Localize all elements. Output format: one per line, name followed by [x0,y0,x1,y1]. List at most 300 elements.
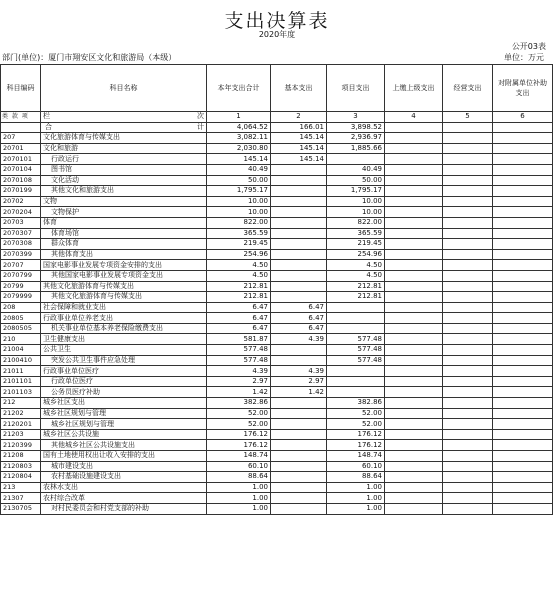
row-total: 4.39 [207,366,271,377]
col-number-6: 6 [493,112,553,123]
row-project: 212.81 [327,292,385,303]
row-biz [443,154,493,165]
row-name: 行政事业单位养老支出 [41,313,207,324]
row-sub [493,472,553,483]
row-sub [493,175,553,186]
row-remit [385,408,443,419]
table-row [1,164,553,175]
row-project: 254.96 [327,249,385,260]
row-remit [385,154,443,165]
row-name: 群众体育 [41,239,207,250]
row-remit [385,270,443,281]
col-header-sub: 对附属单位补助支出 [493,65,553,112]
row-code: 2070308 [1,239,41,250]
row-biz [443,175,493,186]
row-remit [385,440,443,451]
col-number-3: 3 [327,112,385,123]
row-biz [443,164,493,175]
col-header-total: 本年支出合计 [207,65,271,112]
row-sub [493,133,553,144]
row-name: 其他国家电影事业发展专项资金支出 [41,270,207,281]
row-basic [271,260,327,271]
row-project: 382.86 [327,398,385,409]
row-project: 1,795.17 [327,186,385,197]
col-number-5: 5 [443,112,493,123]
row-biz [443,482,493,493]
row-biz [443,196,493,207]
table-row [1,503,553,514]
row-remit [385,503,443,514]
row-biz [443,461,493,472]
row-total: 2.97 [207,376,271,387]
table-row [1,376,553,387]
row-biz [443,270,493,281]
table-row [1,217,553,228]
row-project [327,323,385,334]
row-biz [443,408,493,419]
row-remit [385,451,443,462]
row-code: 207 [1,133,41,144]
row-sub [493,345,553,356]
row-code: 2080505 [1,323,41,334]
row-basic [271,451,327,462]
row-remit [385,228,443,239]
row-remit [385,482,443,493]
row-sub [493,451,553,462]
row-name: 其他文化和旅游支出 [41,186,207,197]
table-row [1,472,553,483]
row-biz [443,239,493,250]
row-remit [385,143,443,154]
row-code: 2079999 [1,292,41,303]
row-name: 体育场馆 [41,228,207,239]
row-sub [493,387,553,398]
row-name: 城乡社区公共设施 [41,429,207,440]
row-total: 88.64 [207,472,271,483]
row-sub [493,302,553,313]
row-biz [443,472,493,483]
table-row [1,323,553,334]
table-row [1,175,553,186]
table-row [1,419,553,430]
row-basic [271,270,327,281]
row-sub [493,186,553,197]
row-sub [493,493,553,504]
row-biz [443,260,493,271]
grand-total-row [1,122,553,133]
row-total: 4.50 [207,260,271,271]
row-code: 21208 [1,451,41,462]
row-total: 1.00 [207,482,271,493]
ci-label: 次 [197,112,204,121]
row-name: 文化旅游体育与传媒支出 [41,133,207,144]
row-code: 2070307 [1,228,41,239]
row-biz [443,366,493,377]
col-number-1: 1 [207,112,271,123]
row-code: 2120803 [1,461,41,472]
row-remit [385,302,443,313]
form-code: 公开03表 [511,42,546,51]
row-code: 21004 [1,345,41,356]
row-basic: 1.42 [271,387,327,398]
row-basic [271,196,327,207]
row-biz [443,313,493,324]
row-name: 其他文化旅游体育与传媒支出 [41,292,207,303]
row-code: 2070104 [1,164,41,175]
row-basic: 2.97 [271,376,327,387]
row-basic: 4.39 [271,334,327,345]
row-biz [443,143,493,154]
table-row [1,186,553,197]
row-total: 4.50 [207,270,271,281]
row-code: 2070199 [1,186,41,197]
row-remit [385,398,443,409]
table-row [1,270,553,281]
kuan-label: 款 [11,113,18,121]
report-title: 支出决算表 [224,10,330,32]
row-total: 577.48 [207,345,271,356]
row-project [327,366,385,377]
grand-total-basic: 166.01 [271,122,327,133]
row-code: 2101103 [1,387,41,398]
row-total: 219.45 [207,239,271,250]
row-project [327,154,385,165]
row-code: 20799 [1,281,41,292]
total-label-right: 计 [197,122,204,131]
row-remit [385,133,443,144]
row-remit [385,196,443,207]
row-code: 21307 [1,493,41,504]
row-remit [385,376,443,387]
row-name: 行政运行 [41,154,207,165]
row-project: 1,885.66 [327,143,385,154]
row-name: 文物保护 [41,207,207,218]
col-header-name: 科目名称 [41,65,207,112]
row-sub [493,154,553,165]
row-code: 208 [1,302,41,313]
lan-label: 栏 [43,112,50,121]
row-total: 1,795.17 [207,186,271,197]
row-remit [385,292,443,303]
row-code: 2130705 [1,503,41,514]
row-biz [443,419,493,430]
col-header-code: 科目编码 [1,65,41,112]
row-name: 其他城乡社区公共设施支出 [41,440,207,451]
table-row [1,345,553,356]
row-basic [271,408,327,419]
table-row [1,228,553,239]
row-total: 60.10 [207,461,271,472]
row-sub [493,482,553,493]
sub-header-row [1,112,553,123]
row-code: 20707 [1,260,41,271]
row-basic [271,292,327,303]
row-sub [493,249,553,260]
row-name: 行政事业单位医疗 [41,366,207,377]
row-sub [493,398,553,409]
row-name: 体育 [41,217,207,228]
row-total: 145.14 [207,154,271,165]
row-remit [385,355,443,366]
row-basic [271,164,327,175]
row-total: 212.81 [207,292,271,303]
row-code: 2070204 [1,207,41,218]
table-row [1,493,553,504]
row-code: 2070799 [1,270,41,281]
row-sub [493,281,553,292]
row-total: 148.74 [207,451,271,462]
row-name: 公务员医疗补助 [41,387,207,398]
row-basic: 145.14 [271,154,327,165]
row-biz [443,334,493,345]
column-header-row [1,65,553,112]
row-basic [271,355,327,366]
row-code: 2070108 [1,175,41,186]
row-project: 40.49 [327,164,385,175]
row-sub [493,408,553,419]
table-row [1,196,553,207]
row-basic [271,207,327,218]
row-sub [493,503,553,514]
table-row [1,366,553,377]
row-sub [493,419,553,430]
grand-total-total: 4,064.52 [207,122,271,133]
row-total: 176.12 [207,429,271,440]
lei-label: 类 [2,113,9,121]
row-project: 88.64 [327,472,385,483]
row-sub [493,207,553,218]
row-name: 农村基础设施建设支出 [41,472,207,483]
row-basic [271,239,327,250]
row-biz [443,493,493,504]
row-remit [385,260,443,271]
row-biz [443,345,493,356]
row-sub [493,323,553,334]
row-code: 21202 [1,408,41,419]
row-code: 213 [1,482,41,493]
row-basic [271,398,327,409]
row-code: 2070399 [1,249,41,260]
row-sub [493,228,553,239]
row-project [327,302,385,313]
row-biz [443,440,493,451]
row-project [327,387,385,398]
row-name: 其他体育支出 [41,249,207,260]
row-biz [443,228,493,239]
department-unit-label: 部门(单位)：厦门市翔安区文化和旅游局（本级） [2,53,177,62]
row-basic [271,429,327,440]
table-row [1,334,553,345]
row-basic: 4.39 [271,366,327,377]
row-project: 1.00 [327,493,385,504]
meta-row [2,52,550,62]
row-project: 50.00 [327,175,385,186]
row-remit [385,186,443,197]
row-sub [493,196,553,207]
row-biz [443,323,493,334]
row-basic [271,186,327,197]
row-basic [271,472,327,483]
row-sub [493,217,553,228]
row-basic: 6.47 [271,323,327,334]
table-row [1,207,553,218]
row-project: 148.74 [327,451,385,462]
row-remit [385,493,443,504]
row-total: 577.48 [207,355,271,366]
row-name: 文化和旅游 [41,143,207,154]
row-code: 2070101 [1,154,41,165]
row-remit [385,217,443,228]
expenditure-table [0,64,553,515]
row-total: 1.00 [207,503,271,514]
row-project: 577.48 [327,345,385,356]
row-name: 城乡社区规划与管理 [41,408,207,419]
row-basic [271,175,327,186]
row-name: 文化活动 [41,175,207,186]
row-code: 2101101 [1,376,41,387]
row-remit [385,366,443,377]
row-basic: 6.47 [271,302,327,313]
row-total: 1.42 [207,387,271,398]
row-name: 城市建设支出 [41,461,207,472]
report-year: 2020年度 [258,30,296,39]
row-project: 52.00 [327,419,385,430]
row-code: 2120201 [1,419,41,430]
row-name: 突发公共卫生事件应急处理 [41,355,207,366]
row-basic [271,419,327,430]
row-biz [443,376,493,387]
col-header-project: 项目支出 [327,65,385,112]
table-row [1,260,553,271]
row-project: 4.50 [327,260,385,271]
row-code: 2100410 [1,355,41,366]
row-code: 212 [1,398,41,409]
grand-total-label [41,122,207,133]
row-sub [493,461,553,472]
row-code: 2120804 [1,472,41,483]
table-row [1,408,553,419]
row-sub [493,260,553,271]
row-biz [443,249,493,260]
row-name: 农林水支出 [41,482,207,493]
col-header-basic: 基本支出 [271,65,327,112]
row-code: 20703 [1,217,41,228]
row-basic [271,440,327,451]
row-biz [443,292,493,303]
row-remit [385,239,443,250]
row-remit [385,281,443,292]
row-sub [493,239,553,250]
table-row [1,482,553,493]
row-name: 城乡社区支出 [41,398,207,409]
table-row [1,281,553,292]
row-project: 1.00 [327,503,385,514]
table-row [1,461,553,472]
row-project: 577.48 [327,355,385,366]
row-code: 20805 [1,313,41,324]
grand-total-project: 3,898.52 [327,122,385,133]
row-sub [493,366,553,377]
table-row [1,387,553,398]
row-total: 212.81 [207,281,271,292]
row-remit [385,207,443,218]
row-remit [385,323,443,334]
row-basic [271,503,327,514]
row-total: 52.00 [207,419,271,430]
row-name: 文物 [41,196,207,207]
xiang-label: 项 [21,113,28,121]
row-project [327,313,385,324]
row-basic [271,461,327,472]
row-total: 254.96 [207,249,271,260]
row-project: 52.00 [327,408,385,419]
row-total: 10.00 [207,196,271,207]
row-code: 2120399 [1,440,41,451]
row-name: 国家电影事业发展专项资金安排的支出 [41,260,207,271]
row-sub [493,292,553,303]
row-name: 国有土地使用权出让收入安排的支出 [41,451,207,462]
row-name: 农村综合改革 [41,493,207,504]
col-number-2: 2 [271,112,327,123]
row-total: 50.00 [207,175,271,186]
row-name: 社会保障和就业支出 [41,302,207,313]
col-header-remit: 上缴上级支出 [385,65,443,112]
table-row [1,398,553,409]
row-project: 10.00 [327,207,385,218]
table-row [1,143,553,154]
row-basic [271,217,327,228]
lan-ci-cell [41,112,207,123]
row-project: 176.12 [327,440,385,451]
row-basic [271,482,327,493]
row-project: 822.00 [327,217,385,228]
row-project: 219.45 [327,239,385,250]
row-biz [443,133,493,144]
row-project: 2,936.97 [327,133,385,144]
row-name: 行政单位医疗 [41,376,207,387]
row-name: 城乡社区规划与管理 [41,419,207,430]
row-code: 20701 [1,143,41,154]
row-sub [493,429,553,440]
row-sub [493,355,553,366]
row-project: 4.50 [327,270,385,281]
row-basic [271,345,327,356]
table-row [1,429,553,440]
row-basic [271,249,327,260]
row-name: 图书馆 [41,164,207,175]
row-total: 6.47 [207,313,271,324]
lei-kuan-xiang-cell [1,112,41,123]
row-remit [385,472,443,483]
row-total: 581.87 [207,334,271,345]
money-unit-label: 单位：万元 [504,53,544,62]
row-name: 对村民委员会和村党支部的补助 [41,503,207,514]
row-total: 382.86 [207,398,271,409]
row-sub [493,270,553,281]
row-sub [493,143,553,154]
total-label-left: 合 [45,122,52,131]
row-total: 3,082.11 [207,133,271,144]
row-name: 其他文化旅游体育与传媒支出 [41,281,207,292]
row-total: 176.12 [207,440,271,451]
row-project: 1.00 [327,482,385,493]
row-project [327,376,385,387]
col-number-4: 4 [385,112,443,123]
row-biz [443,451,493,462]
row-total: 1.00 [207,493,271,504]
row-name: 机关事业单位基本养老保险缴费支出 [41,323,207,334]
row-sub [493,164,553,175]
